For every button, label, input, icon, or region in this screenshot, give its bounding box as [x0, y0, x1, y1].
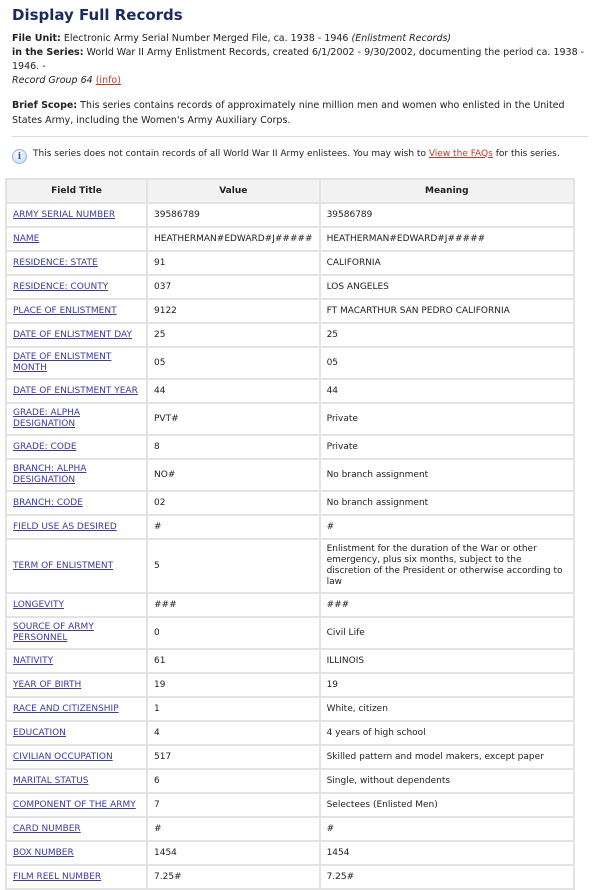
meaning-cell: # — [320, 515, 574, 539]
table-row — [6, 865, 574, 889]
field-title-link[interactable]: TERM OF ENLISTMENT — [13, 560, 114, 571]
table-row — [6, 593, 574, 617]
field-title-link[interactable]: RESIDENCE: STATE — [13, 257, 98, 268]
records-table — [5, 178, 575, 890]
field-title-cell — [6, 323, 147, 347]
view-faqs-link[interactable]: View the FAQs — [428, 148, 493, 159]
meaning-cell: LOS ANGELES — [320, 275, 574, 299]
table-row — [6, 275, 574, 299]
field-title-cell — [6, 299, 147, 323]
value-cell: 44 — [147, 379, 320, 403]
value-cell: 1 — [147, 697, 320, 721]
table-row — [6, 769, 574, 793]
meaning-cell: 25 — [320, 323, 574, 347]
field-title-link[interactable]: BOX NUMBER — [13, 847, 74, 858]
value-cell: 02 — [147, 491, 320, 515]
info-icon: i — [12, 149, 27, 164]
value-cell: 9122 — [147, 299, 320, 323]
table-row — [6, 299, 574, 323]
value-cell: 05 — [147, 347, 320, 379]
field-title-link[interactable]: NAME — [13, 233, 40, 244]
field-title-cell — [6, 491, 147, 515]
meaning-cell: No branch assignment — [320, 491, 574, 515]
table-row — [6, 251, 574, 275]
meaning-cell: No branch assignment — [320, 459, 574, 491]
table-row — [6, 347, 574, 379]
field-title-link[interactable]: FIELD USE AS DESIRED — [13, 521, 117, 532]
value-cell: PVT# — [147, 403, 320, 435]
value-cell: 6 — [147, 769, 320, 793]
table-row — [6, 649, 574, 673]
value-cell: 91 — [147, 251, 320, 275]
value-cell: 25 — [147, 323, 320, 347]
field-title-cell — [6, 203, 147, 227]
meaning-cell: 19 — [320, 673, 574, 697]
value-cell: # — [147, 817, 320, 841]
field-title-cell — [6, 865, 147, 889]
field-title-link[interactable]: DATE OF ENLISTMENT MONTH — [13, 352, 112, 373]
field-title-cell — [6, 347, 147, 379]
field-title-link[interactable]: GRADE: CODE — [13, 441, 77, 452]
field-title-cell — [6, 673, 147, 697]
meaning-cell: HEATHERMAN#EDWARD#J##### — [320, 227, 574, 251]
field-title-cell — [6, 649, 147, 673]
field-title-link[interactable]: ARMY SERIAL NUMBER — [13, 209, 116, 220]
scope-text: This series contains records of approximately nine million men and women who enlisted in the United States Army, including the Women's Army Auxiliary Corps. — [12, 100, 565, 126]
field-title-cell — [6, 841, 147, 865]
meaning-cell: Skilled pattern and model makers, except paper — [320, 745, 574, 769]
file-unit-subtitle: (Enlistment Records) — [351, 33, 452, 44]
table-row — [6, 617, 574, 649]
record-group: Record Group 64 — [12, 75, 93, 86]
table-row — [6, 379, 574, 403]
meaning-cell: 7.25# — [320, 865, 574, 889]
meaning-cell: 4 years of high school — [320, 721, 574, 745]
table-row — [6, 793, 574, 817]
field-title-link[interactable]: GRADE: ALPHA DESIGNATION — [13, 408, 81, 429]
meaning-cell: ### — [320, 593, 574, 617]
table-row — [6, 817, 574, 841]
divider — [12, 136, 588, 137]
value-cell: 7 — [147, 793, 320, 817]
meaning-cell: Private — [320, 435, 574, 459]
field-title-link[interactable]: SOURCE OF ARMY PERSONNEL — [13, 622, 94, 643]
value-cell: 0 — [147, 617, 320, 649]
notice-body: This series does not contain records of all World War II Army enlistees. You may wish to — [33, 148, 426, 159]
series-label: in the Series: — [12, 47, 84, 58]
meaning-cell: FT MACARTHUR SAN PEDRO CALIFORNIA — [320, 299, 574, 323]
field-title-cell — [6, 769, 147, 793]
field-title-link[interactable]: BRANCH: ALPHA DESIGNATION — [13, 464, 87, 485]
field-title-link[interactable]: PLACE OF ENLISTMENT — [13, 305, 117, 316]
notice-after: for this series. — [495, 148, 560, 159]
field-title-cell — [6, 227, 147, 251]
meaning-cell: Private — [320, 403, 574, 435]
field-title-cell — [6, 251, 147, 275]
field-title-link[interactable]: EDUCATION — [13, 727, 66, 738]
value-cell: 517 — [147, 745, 320, 769]
field-title-link[interactable]: DATE OF ENLISTMENT DAY — [13, 329, 132, 340]
table-row — [6, 491, 574, 515]
meaning-cell: 39586789 — [320, 203, 574, 227]
field-title-link[interactable]: MARITAL STATUS — [13, 775, 89, 786]
value-cell: 61 — [147, 649, 320, 673]
meaning-cell: 44 — [320, 379, 574, 403]
table-row — [6, 539, 574, 593]
field-title-cell — [6, 403, 147, 435]
field-title-cell — [6, 817, 147, 841]
table-header-row — [6, 179, 574, 203]
meaning-cell: Single, without dependents — [320, 769, 574, 793]
notice-text — [33, 149, 560, 159]
value-cell: 7.25# — [147, 865, 320, 889]
field-title-link[interactable]: COMPONENT OF THE ARMY — [13, 799, 136, 810]
meaning-cell: # — [320, 817, 574, 841]
meaning-cell: Enlistment for the duration of the War or other emergency, plus six months, subject to the discretion of the President or otherwise according to law — [320, 539, 574, 593]
field-title-cell — [6, 721, 147, 745]
field-title-link[interactable]: CARD NUMBER — [13, 823, 81, 834]
table-row — [6, 697, 574, 721]
field-title-link[interactable]: CIVILIAN OCCUPATION — [13, 751, 113, 762]
meaning-cell: White, citizen — [320, 697, 574, 721]
file-unit-text: Electronic Army Serial Number Merged File, ca. 1938 - 1946 — [63, 33, 349, 44]
field-title-cell — [6, 435, 147, 459]
table-row — [6, 841, 574, 865]
meaning-cell: Civil Life — [320, 617, 574, 649]
field-title-link[interactable]: RACE AND CITIZENSHIP — [13, 703, 119, 714]
file-unit-label: File Unit: — [12, 33, 61, 44]
series-text: World War II Army Enlistment Records, created 6/1/2002 - 9/30/2002, documenting the period ca. 1938 - 1946. - — [12, 47, 585, 72]
file-unit-info — [12, 32, 588, 88]
field-title-link[interactable]: BRANCH: CODE — [13, 497, 83, 508]
field-title-link[interactable]: NATIVITY — [13, 655, 54, 666]
value-cell: 39586789 — [147, 203, 320, 227]
field-title-link[interactable]: LONGEVITY — [13, 599, 64, 610]
table-row — [6, 515, 574, 539]
field-title-cell — [6, 793, 147, 817]
table-row — [6, 323, 574, 347]
page-title: Display Full Records — [12, 6, 183, 24]
header-field-title: Field Title — [6, 179, 147, 203]
value-cell: ### — [147, 593, 320, 617]
field-title-cell — [6, 275, 147, 299]
field-title-cell — [6, 593, 147, 617]
meaning-cell: ILLINOIS — [320, 649, 574, 673]
table-row — [6, 673, 574, 697]
header-value: Value — [147, 179, 320, 203]
field-title-cell — [6, 515, 147, 539]
value-cell: # — [147, 515, 320, 539]
meaning-cell: Selectees (Enlisted Men) — [320, 793, 574, 817]
field-title-cell — [6, 459, 147, 491]
value-cell: 19 — [147, 673, 320, 697]
table-row — [6, 745, 574, 769]
table-row — [6, 203, 574, 227]
table-row — [6, 459, 574, 491]
table-row — [6, 227, 574, 251]
value-cell: 037 — [147, 275, 320, 299]
header-meaning: Meaning — [320, 179, 574, 203]
field-title-link[interactable]: DATE OF ENLISTMENT YEAR — [13, 385, 138, 396]
meaning-cell: 05 — [320, 347, 574, 379]
scope-label: Brief Scope: — [12, 100, 78, 111]
field-title-cell — [6, 617, 147, 649]
field-title-cell — [6, 697, 147, 721]
notice — [12, 143, 588, 164]
table-row — [6, 435, 574, 459]
brief-scope — [12, 98, 588, 128]
table-row — [6, 403, 574, 435]
field-title-cell — [6, 379, 147, 403]
value-cell: 4 — [147, 721, 320, 745]
value-cell: 1454 — [147, 841, 320, 865]
value-cell: NO# — [147, 459, 320, 491]
field-title-link[interactable]: YEAR OF BIRTH — [13, 679, 82, 690]
field-title-cell — [6, 745, 147, 769]
meaning-cell: 1454 — [320, 841, 574, 865]
value-cell: 5 — [147, 539, 320, 593]
field-title-link[interactable]: RESIDENCE: COUNTY — [13, 281, 109, 292]
value-cell: HEATHERMAN#EDWARD#J##### — [147, 227, 320, 251]
meaning-cell: CALIFORNIA — [320, 251, 574, 275]
table-row — [6, 721, 574, 745]
info-link[interactable]: (info) — [95, 75, 121, 86]
field-title-link[interactable]: FILM REEL NUMBER — [13, 871, 102, 882]
field-title-cell — [6, 539, 147, 593]
value-cell: 8 — [147, 435, 320, 459]
